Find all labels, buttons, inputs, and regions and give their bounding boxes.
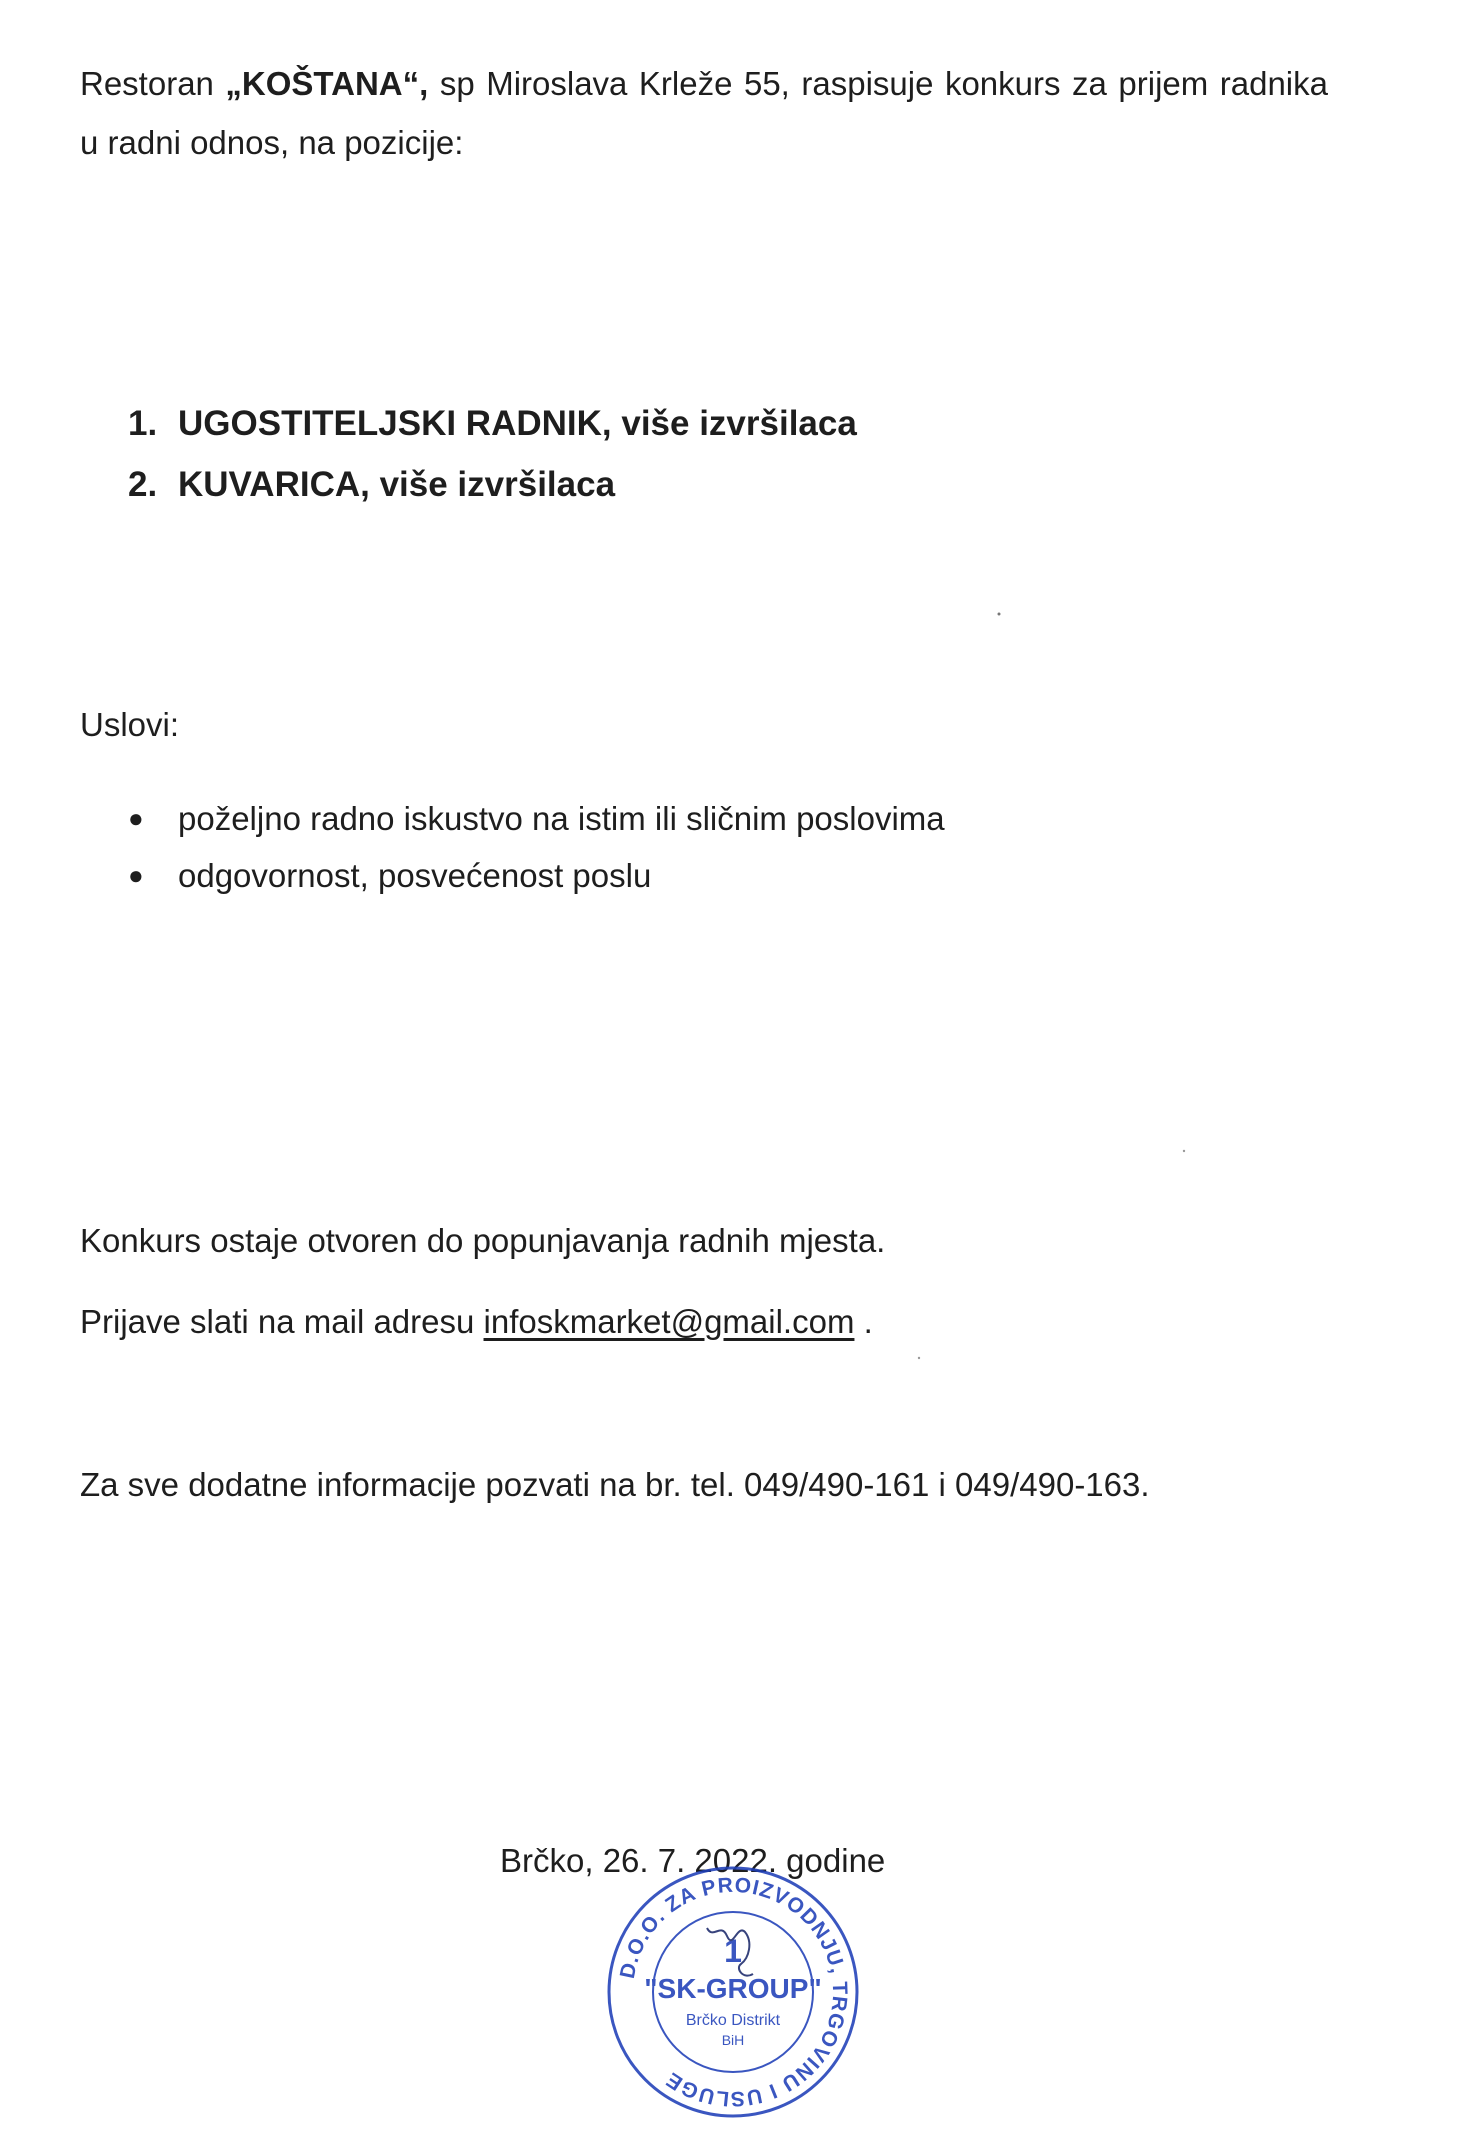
restaurant-name: „KOŠTANA“, bbox=[225, 65, 429, 102]
apply-text: Prijave slati na mail adresu bbox=[80, 1303, 484, 1340]
intro-paragraph bbox=[80, 54, 1328, 172]
condition-text: odgovornost, posvećenost poslu bbox=[178, 857, 652, 894]
closing-sentence: Konkurs ostaje otvoren do popunjavanja radnih mjesta. bbox=[80, 1222, 886, 1259]
conditions-list bbox=[128, 790, 945, 904]
company-stamp bbox=[603, 1862, 863, 2122]
positions-list bbox=[128, 393, 857, 515]
intro-text-start: Restoran bbox=[80, 65, 226, 102]
email-link[interactable]: infoskmarket@gmail.com bbox=[483, 1303, 855, 1340]
contact-sentence: Za sve dodatne informacije pozvati na br. tel. 049/490-161 i 049/490-163. bbox=[80, 1466, 1150, 1503]
condition-text: poželjno radno iskustvo na istim ili sličnim poslovima bbox=[178, 800, 945, 837]
place-date: Brčko, 26. 7. 2022. godine bbox=[500, 1842, 886, 1879]
position-item bbox=[128, 454, 857, 515]
condition-item bbox=[128, 790, 945, 847]
intro-text-rest: sp Miroslava Krleže 55, raspisuje konkurs za prijem radnika u radni odnos, na pozicije: bbox=[80, 65, 1328, 161]
stamp-ring-text: D.O.O. ZA PROIZVODNJU, TRGOVINU I USLUGE bbox=[615, 1873, 852, 2111]
condition-item bbox=[128, 847, 945, 904]
position-text: UGOSTITELJSKI RADNIK, više izvršilaca bbox=[178, 404, 857, 443]
bullet-icon: ● bbox=[128, 803, 144, 833]
stamp-number: 1 bbox=[724, 1933, 742, 1969]
bullet-icon: ● bbox=[128, 860, 144, 890]
position-number: 1. bbox=[128, 404, 158, 443]
position-text: KUVARICA, više izvršilaca bbox=[178, 465, 616, 504]
stamp-location-line2: BiH bbox=[721, 2032, 745, 2048]
position-number: 2. bbox=[128, 465, 158, 504]
conditions-heading: Uslovi: bbox=[80, 706, 180, 743]
position-item bbox=[128, 393, 857, 454]
apply-sentence bbox=[80, 1303, 873, 1341]
apply-suffix: . bbox=[854, 1303, 873, 1340]
stamp-company-name: "SK-GROUP" bbox=[644, 1973, 822, 2004]
stamp-location-line1: Brčko Distrikt bbox=[685, 2012, 781, 2029]
